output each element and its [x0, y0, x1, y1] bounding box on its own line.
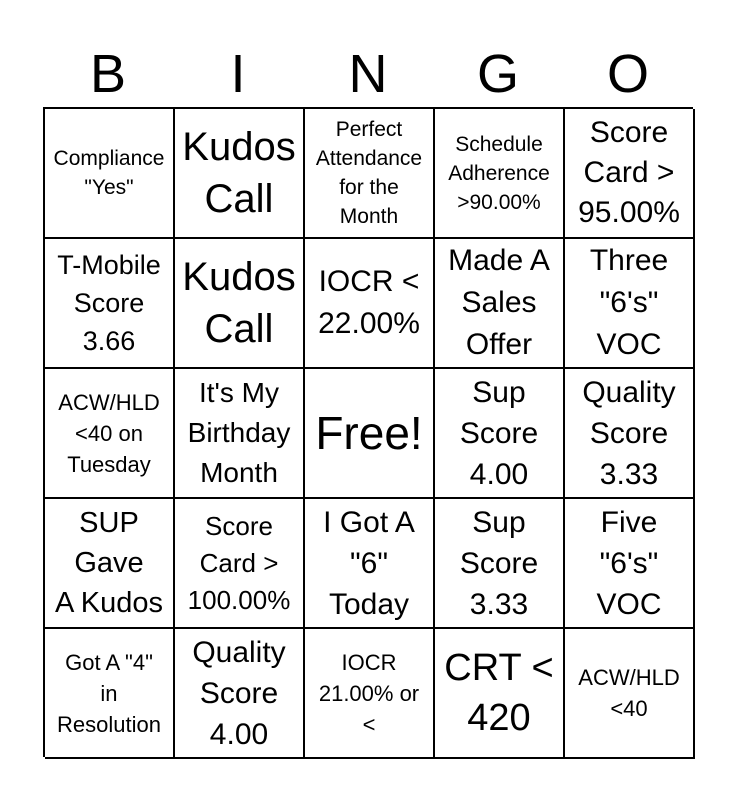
- bingo-cell-r3-b[interactable]: [45, 369, 175, 499]
- cell-text: It's My Birthday Month: [187, 377, 291, 488]
- cell-text: Score Card > 100.00%: [187, 510, 291, 615]
- cell-text: T-Mobile Score 3.66: [57, 250, 161, 356]
- cell-text: Free!: [315, 407, 423, 459]
- cell-text: Kudos Call: [182, 255, 296, 351]
- cell-text: ACW/HLD <40: [578, 665, 680, 721]
- cell-text: IOCR 21.00% or <: [318, 649, 420, 737]
- bingo-cell-r4-g[interactable]: [435, 499, 565, 629]
- cell-text: Quality Score 4.00: [192, 635, 286, 751]
- bingo-cell-r2-i[interactable]: [175, 239, 305, 369]
- cell-text: Score Card > 95.00%: [578, 116, 680, 229]
- bingo-cell-r3-i[interactable]: [175, 369, 305, 499]
- bingo-cell-r1-g[interactable]: [435, 109, 565, 239]
- cell-text: ACW/HLD <40 on Tuesday: [58, 389, 160, 477]
- bingo-cell-r2-g[interactable]: [435, 239, 565, 369]
- cell-text: Made A Sales Offer: [448, 244, 550, 361]
- bingo-cell-r4-n[interactable]: [305, 499, 435, 629]
- cell-text: Kudos Call: [182, 125, 296, 221]
- bingo-cell-r5-o[interactable]: [565, 629, 695, 759]
- cell-text: Compliance "Yes": [53, 147, 165, 199]
- cell-text: Got A "4" in Resolution: [57, 649, 161, 737]
- bingo-cell-r5-b[interactable]: [45, 629, 175, 759]
- cell-text: Quality Score 3.33: [582, 375, 676, 491]
- header-letter-i: I: [230, 44, 246, 104]
- cell-text: Sup Score 3.33: [459, 505, 539, 621]
- cell-text: Sup Score 4.00: [459, 375, 539, 491]
- bingo-cell-r3-o[interactable]: [565, 369, 695, 499]
- bingo-cell-r1-n[interactable]: [305, 109, 435, 239]
- cell-text: I Got A "6" Today: [323, 505, 415, 621]
- header-letter-b: B: [89, 44, 127, 104]
- bingo-cell-r4-o[interactable]: [565, 499, 695, 629]
- bingo-cell-r2-o[interactable]: [565, 239, 695, 369]
- bingo-cell-r1-b[interactable]: [45, 109, 175, 239]
- bingo-cell-r1-o[interactable]: [565, 109, 695, 239]
- cell-text: Three "6's" VOC: [589, 244, 669, 361]
- bingo-cell-free[interactable]: [305, 369, 435, 499]
- bingo-header: [43, 40, 693, 108]
- cell-text: IOCR < 22.00%: [318, 265, 420, 340]
- bingo-cell-r4-b[interactable]: [45, 499, 175, 629]
- cell-text: Schedule Adherence >90.00%: [448, 132, 550, 214]
- bingo-cell-r5-g[interactable]: [435, 629, 565, 759]
- cell-text: CRT < 420: [444, 647, 554, 739]
- cell-text: Perfect Attendance for the Month: [315, 118, 423, 228]
- bingo-cell-r4-i[interactable]: [175, 499, 305, 629]
- bingo-cell-r2-n[interactable]: [305, 239, 435, 369]
- bingo-cell-r2-b[interactable]: [45, 239, 175, 369]
- bingo-cell-r5-n[interactable]: [305, 629, 435, 759]
- header-letter-n: N: [348, 44, 388, 104]
- header-letter-g: G: [476, 44, 519, 104]
- bingo-card-grid: [43, 107, 693, 757]
- cell-text: SUP Gave A Kudos: [54, 507, 164, 619]
- bingo-cell-r1-i[interactable]: [175, 109, 305, 239]
- bingo-cell-r5-i[interactable]: [175, 629, 305, 759]
- bingo-cell-r3-g[interactable]: [435, 369, 565, 499]
- header-letter-o: O: [606, 44, 649, 104]
- cell-text: Five "6's" VOC: [596, 505, 662, 621]
